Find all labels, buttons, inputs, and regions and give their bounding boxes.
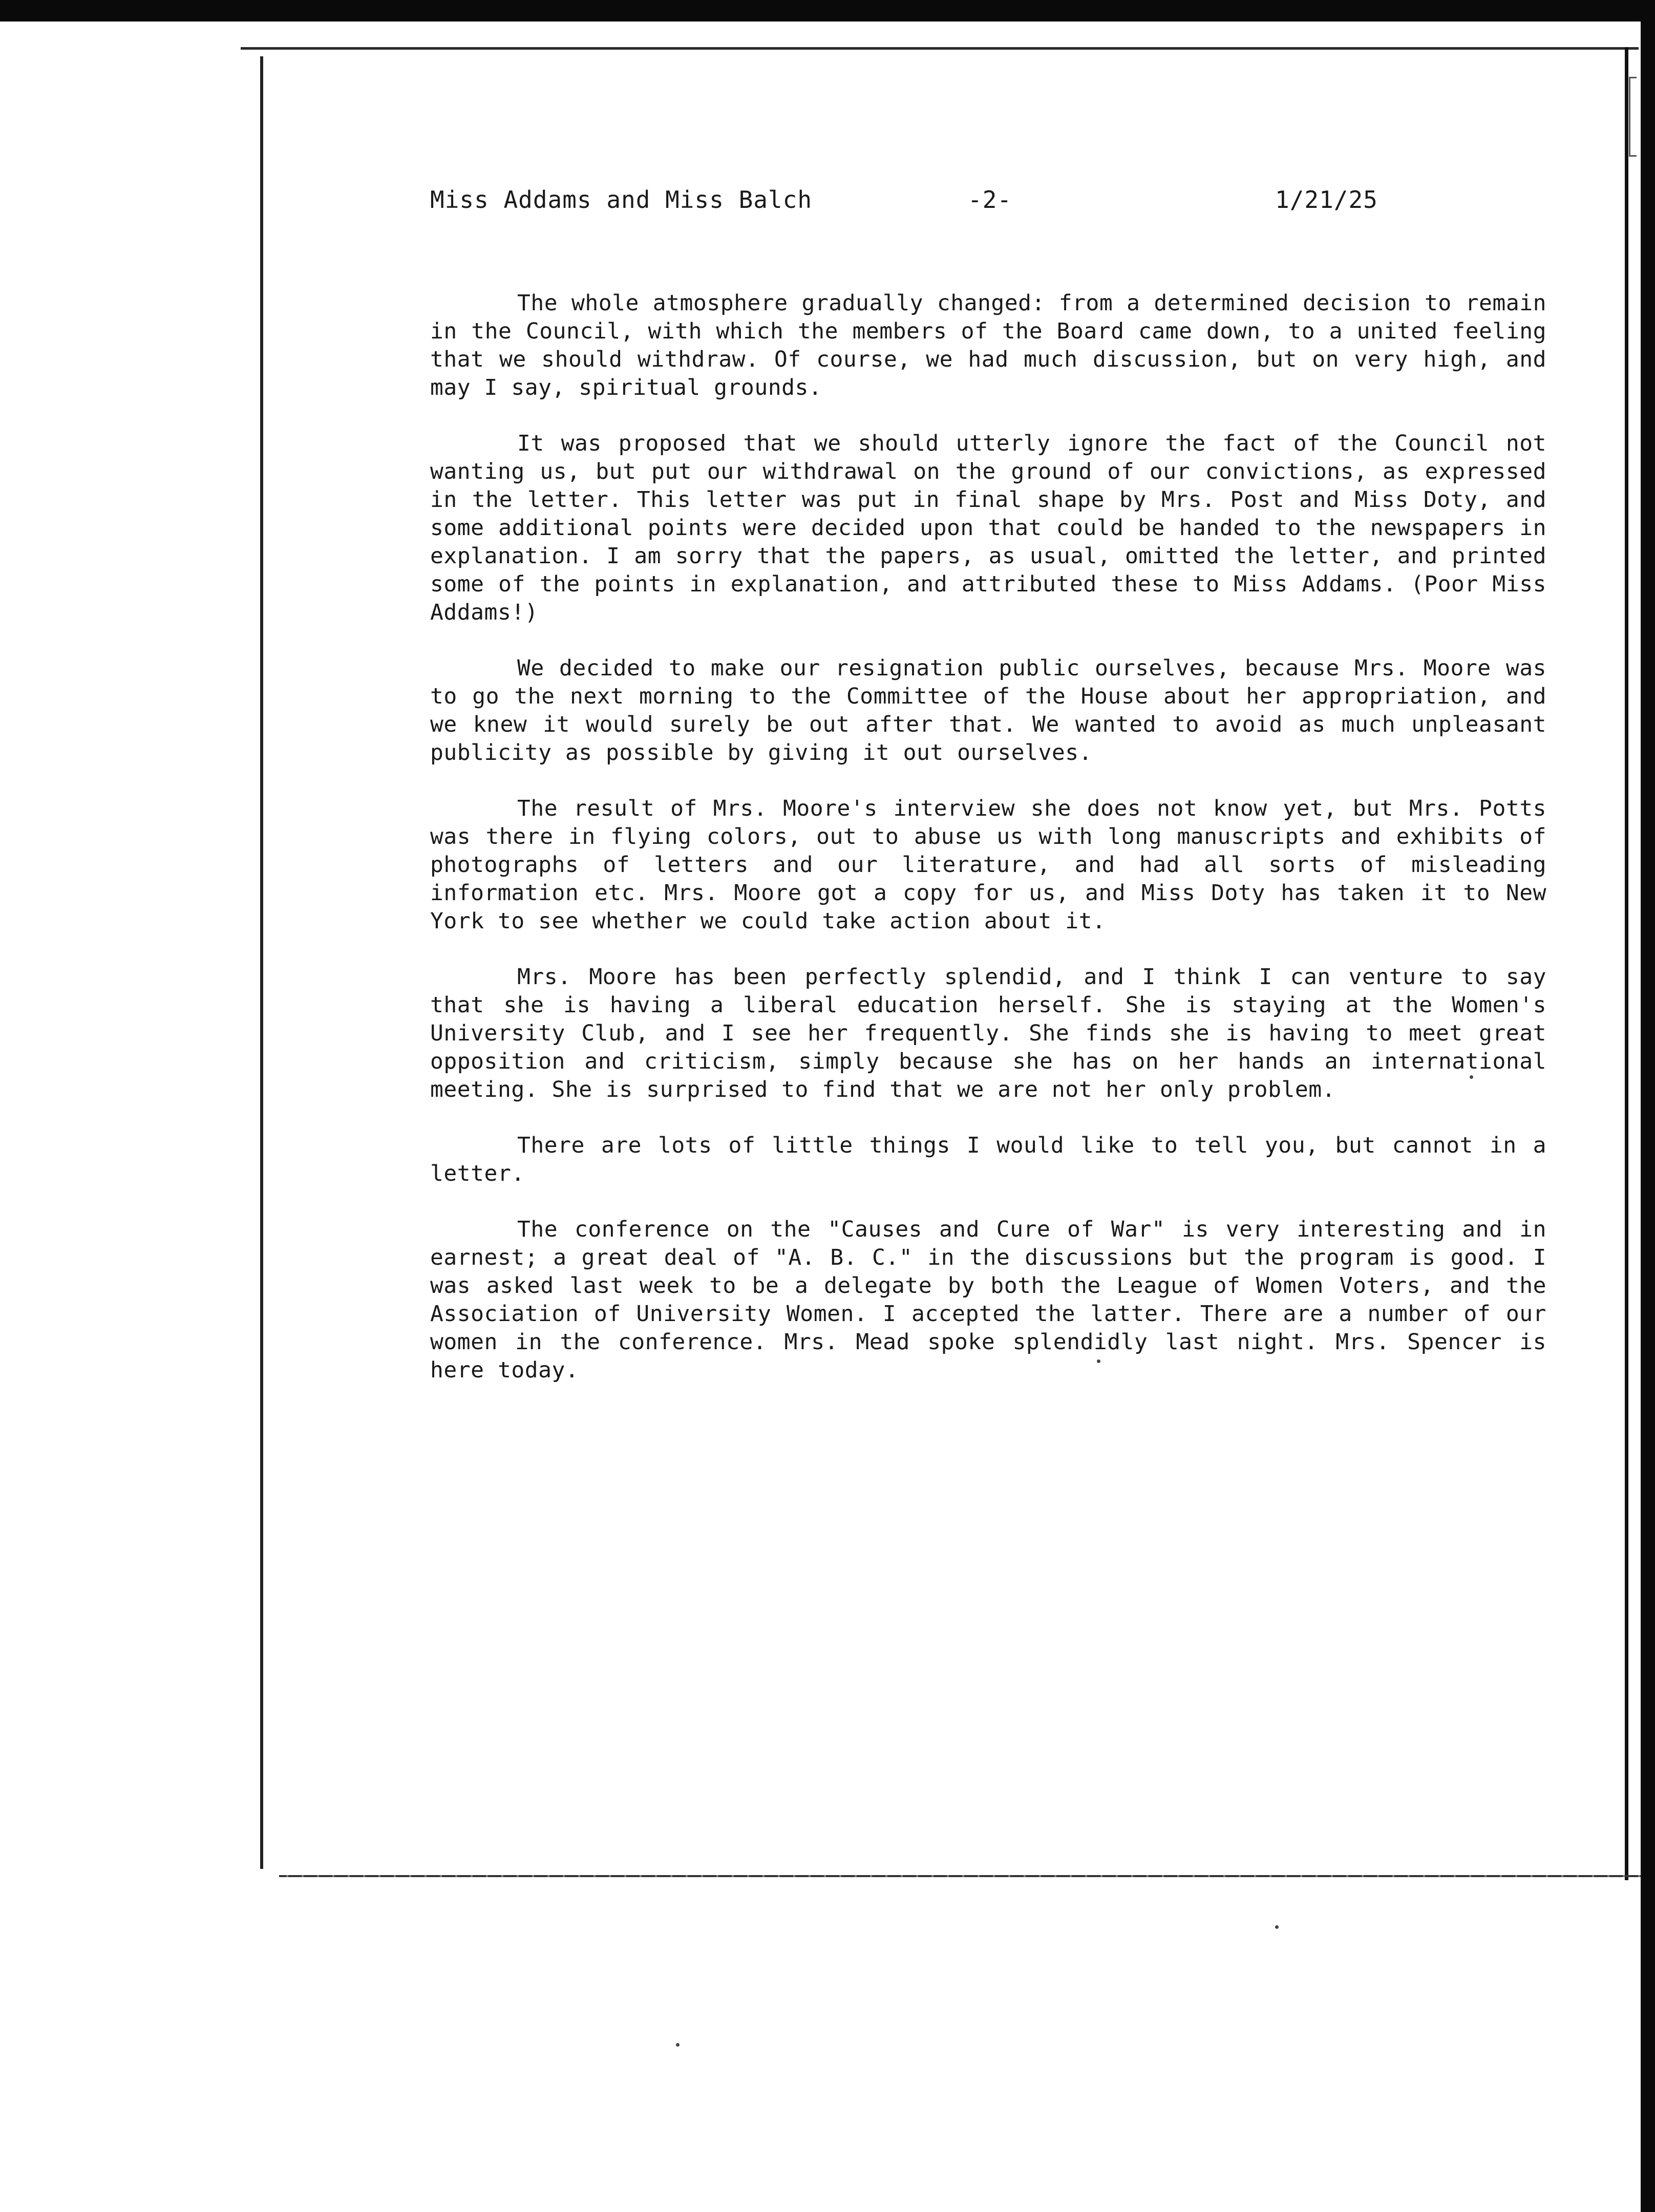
paragraph-2: It was proposed that we should utterly ignore the fact of the Council not wanting us, but put our withdrawal on the ground of our convictions, as expressed in the letter. This letter was put in final shape by Mrs. Post and Miss Doty, and some additional points were decided upon that could be handed to the newspapers in explanation. I am sorry that the papers, as usual, omitted the letter, and printed some of the points in explanation, and attributed these to Miss Addams. (Poor Miss Addams!)	[430, 431, 1546, 625]
scan-speck	[1470, 1075, 1473, 1079]
paragraph-5: Mrs. Moore has been perfectly splendid, and I think I can venture to say that she is having a liberal education herself. She is staying at the Women's University Club, and I see her frequently. She finds she is having to meet great opposition and criticism, simply because she has on her hands an international meeting. She is surprised to find that we are not her only problem.	[430, 964, 1546, 1102]
header-page-number: -2-	[968, 186, 1012, 214]
page-edge-bottom	[279, 1875, 1641, 1877]
binding-mark	[1629, 77, 1637, 157]
paragraph-7: The conference on the "Causes and Cure of War" is very interesting and in earnest; a great deal of "A. B. C." in the discussions but the program is good. I was asked last week to be a delegate by both the League of Women Voters, and the Association of University Women. I accepted the latter. There are a number of our women in the conference. Mrs. Mead spoke splendidly last night. Mrs. Spencer is here today.	[430, 1217, 1546, 1383]
paragraph-3: We decided to make our resignation public ourselves, because Mrs. Moore was to go the next morning to the Committee of the House about her appropriation, and we knew it would surely be out after that. We wanted to avoid as much unpleasant publicity as possible by giving it out ourselves.	[430, 655, 1546, 765]
paragraph-1: The whole atmosphere gradually changed: from a determined decision to remain in the Council, with which the members of the Board came down, to a united feeling that we should withdraw. Of course, we had much discussion, but on very high, and may I say, spiritual grounds.	[430, 290, 1546, 400]
page-edge-right	[1625, 47, 1628, 1880]
paragraph-6: There are lots of little things I would like to tell you, but cannot in a letter.	[430, 1133, 1546, 1186]
header-recipients: Miss Addams and Miss Balch	[430, 186, 813, 214]
header-date: 1/21/25	[1275, 186, 1378, 214]
scan-top-border	[0, 0, 1655, 22]
page-edge-top	[241, 47, 1639, 50]
scan-right-border	[1641, 0, 1655, 2212]
scan-speck	[676, 2043, 680, 2047]
scan-speck	[1097, 1359, 1100, 1363]
letter-header	[430, 183, 1393, 216]
letter-body	[430, 289, 1546, 1412]
scan-speck	[1275, 1925, 1279, 1929]
page-edge-left	[260, 56, 263, 1869]
paragraph-4: The result of Mrs. Moore's interview she does not know yet, but Mrs. Potts was there in flying colors, out to abuse us with long manuscripts and exhibits of photographs of letters and our literature, and had all sorts of misleading information etc. Mrs. Moore got a copy for us, and Miss Doty has taken it to New York to see whether we could take action about it.	[430, 796, 1546, 934]
